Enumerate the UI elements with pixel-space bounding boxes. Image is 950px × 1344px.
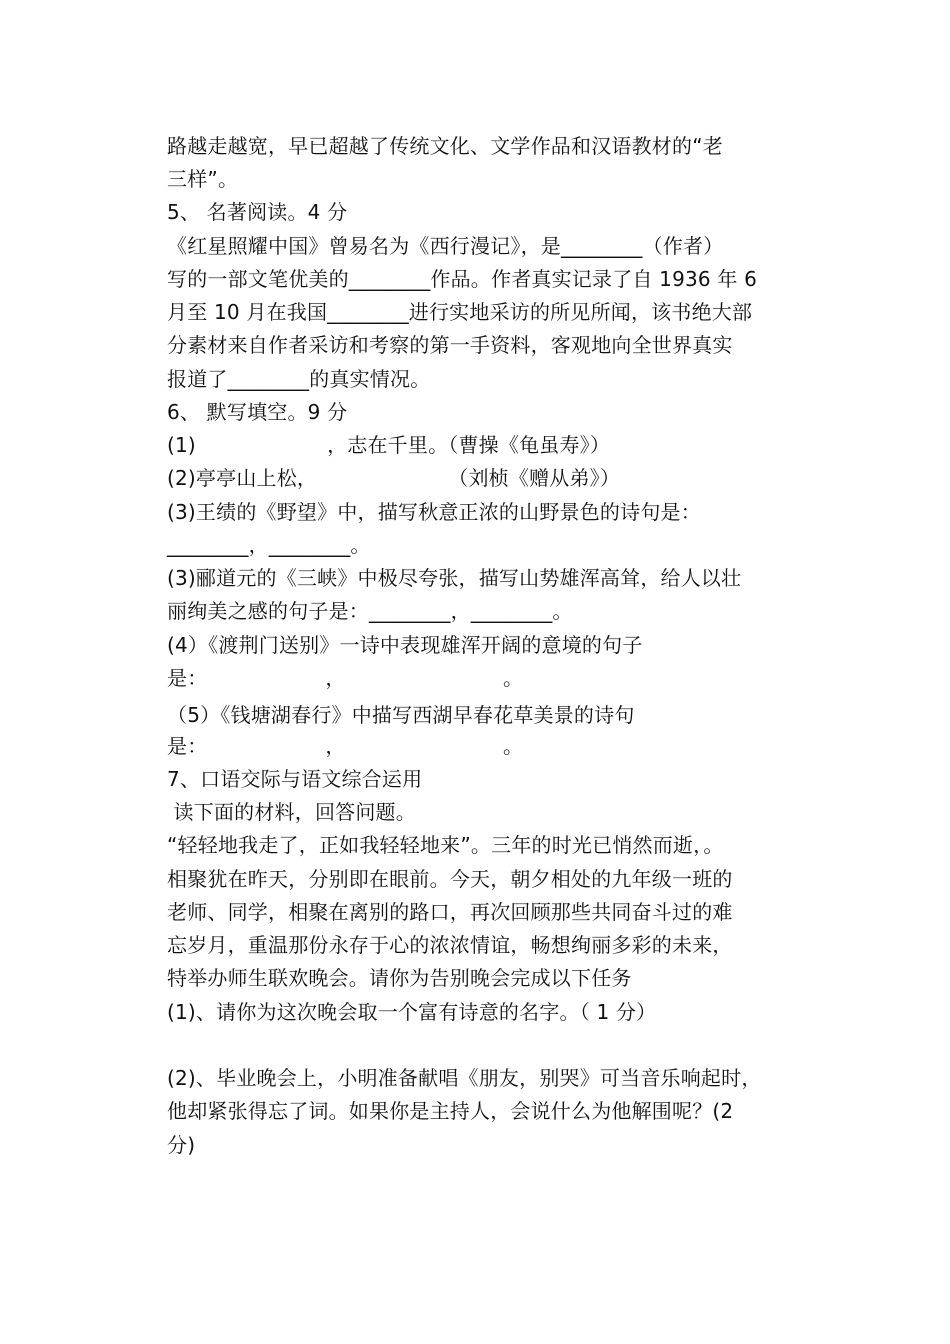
text-line: 读下面的材料，回答问题。 bbox=[167, 800, 416, 824]
text-line: 《红星照耀中国》曾易名为《西行漫记》，是________（作者） bbox=[167, 234, 724, 258]
text-line: 是： ， 。 bbox=[167, 734, 524, 758]
text-line: (2)、毕业晚会上，小明准备献唱《朋友，别哭》可当音乐响起时， bbox=[167, 1066, 762, 1090]
text-line: (3)郦道元的《三峡》中极尽夸张，描写山势雄浑高耸，给人以壮 bbox=[167, 566, 742, 590]
text-line: (3)王绩的《野望》中，描写秋意正浓的山野景色的诗句是： bbox=[167, 500, 701, 524]
text-line: 分素材来自作者采访和考察的第一手资料，客观地向全世界真实 bbox=[167, 333, 733, 357]
text-line: 老师、同学，相聚在离别的路口，再次回顾那些共同奋斗过的难 bbox=[167, 900, 733, 924]
section-heading: 7、口语交际与语文综合运用 bbox=[167, 767, 423, 791]
section-heading: 5、 名著阅读。4 分 bbox=[167, 200, 348, 224]
text-line: 相聚犹在昨天，分别即在眼前。今天，朝夕相处的九年级一班的 bbox=[167, 867, 733, 891]
text-line: 是： ， 。 bbox=[167, 666, 524, 690]
text-line: 写的一部文笔优美的________作品。作者真实记录了自 1936 年 6 bbox=[167, 267, 758, 291]
section-heading: 6、 默写填空。9 分 bbox=[167, 400, 348, 424]
text-line: “轻轻地我走了，正如我轻轻地来”。三年的时光已悄然而逝，。 bbox=[167, 833, 724, 857]
text-line: 忘岁月，重温那份永存于心的浓浓情谊，畅想绚丽多彩的未来， bbox=[167, 933, 733, 957]
text-line: 月至 10 月在我国________进行实地采访的所见所闻，该书绝大部 bbox=[167, 300, 753, 324]
text-line: (1) ，志在千里。（曹操《龟虽寿》） bbox=[167, 433, 611, 457]
text-line: 分) bbox=[167, 1133, 196, 1157]
text-line: 路越走越宽，早已超越了传统文化、文学作品和汉语教材的“老 bbox=[167, 134, 723, 158]
text-line: 他却紧张得忘了词。如果你是主持人，会说什么为他解围呢？(2 bbox=[167, 1099, 734, 1123]
text-line: 丽绚美之感的句子是：________，________。 bbox=[167, 599, 573, 623]
text-line: (1)、请你为这次晚会取一个富有诗意的名字。（ 1 分） bbox=[167, 1000, 657, 1024]
text-line: （5）《钱塘湖春行》中描写西湖早春花草美景的诗句 bbox=[167, 703, 635, 727]
text-line: (4）《渡荆门送别》一诗中表现雄浑开阔的意境的句子 bbox=[167, 633, 643, 657]
text-line: (2)亭亭山上松， （刘桢《赠从弟》） bbox=[167, 466, 621, 490]
text-line: 三样”。 bbox=[167, 167, 239, 191]
text-line: 特举办师生联欢晚会。请你为告别晚会完成以下任务 bbox=[167, 966, 632, 990]
text-line: ________，________。 bbox=[167, 533, 371, 557]
text-line: 报道了________的真实情况。 bbox=[167, 367, 431, 391]
